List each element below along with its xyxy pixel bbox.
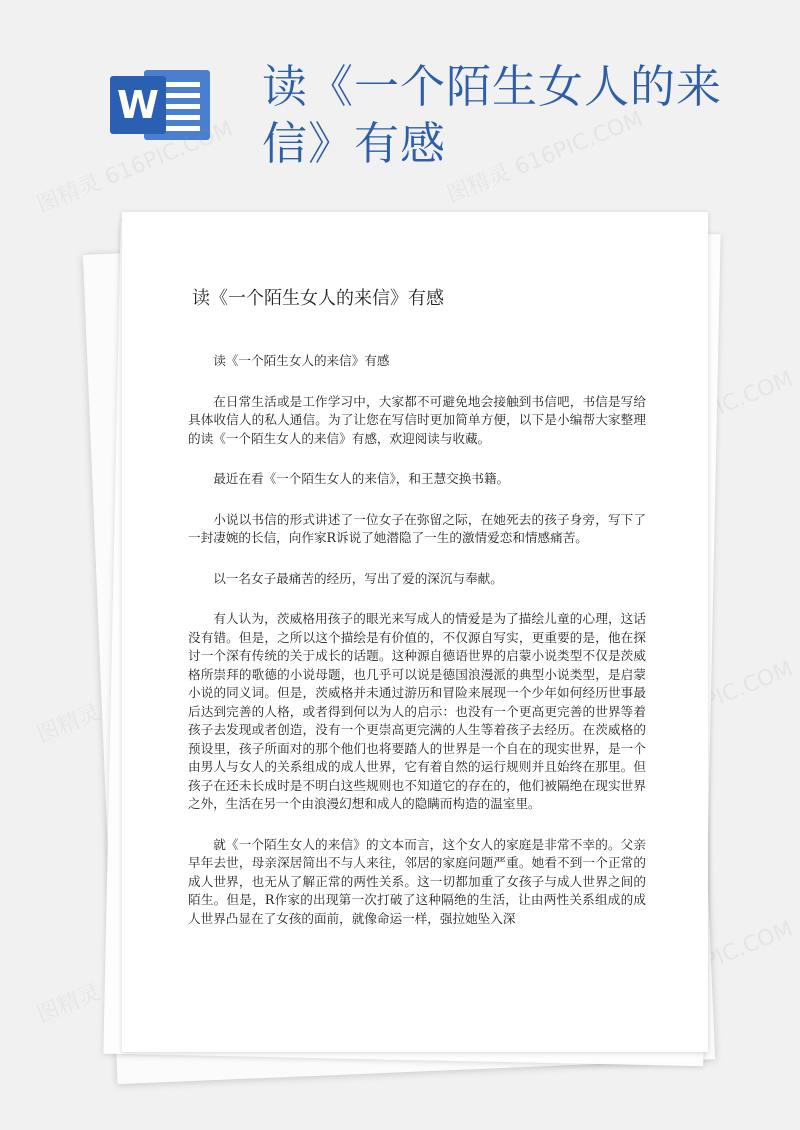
header-title: 读《一个陌生女人的来信》有感 bbox=[262, 60, 723, 170]
document-page bbox=[122, 212, 708, 1052]
paragraph: 就《一个陌生女人的来信》的文本而言，这个女人的家庭是非常不幸的。父亲早年去世，母亲深居简出不与人来往，邻居的家庭问题严重。她看不到一个正常的成人世界，也无从了解正常的两性关系。这一切都加重了女孩子与成人世界之间的陌生。但是，R作家的出现第一次打破了这种隔绝的生活，让由两性关系组成的成人世界凸显在了女孩的面前，就像命运一样，强拉她坠入深 bbox=[188, 836, 646, 926]
watermark: 图精灵 bbox=[33, 980, 105, 1029]
watermark: 图精灵 616PIC.COM bbox=[33, 116, 237, 219]
watermark: 616PIC.COM bbox=[661, 656, 797, 731]
watermark: 616PIC.COM bbox=[661, 366, 797, 441]
word-icon-letter: W bbox=[117, 83, 159, 127]
watermark: 图精灵 616PIC.COM bbox=[443, 106, 647, 209]
header bbox=[0, 0, 800, 200]
word-document-icon bbox=[110, 68, 214, 142]
paragraph-subtitle: 读《一个陌生女人的来信》有感 bbox=[213, 353, 390, 368]
watermark: 图精灵 bbox=[33, 700, 105, 749]
document-body bbox=[188, 352, 646, 950]
document-title: 读《一个陌生女人的来信》有感 bbox=[192, 288, 444, 309]
paragraph: 在日常生活或是工作学习中，大家都不可避免地会接触到书信吧，书信是写给具体收信人的私人通信。为了让您在写信时更加简单方便，以下是小编帮大家整理的读《一个陌生女人的来信》有感，欢迎阅读与收藏。 bbox=[188, 393, 646, 446]
paragraph: 最近在看《一个陌生女人的来信》，和王慧交换书籍。 bbox=[213, 471, 510, 486]
paragraph: 以一名女子最痛苦的经历，写出了爱的深沉与奉献。 bbox=[213, 570, 503, 586]
watermark: 616PIC.COM bbox=[661, 916, 797, 991]
paragraph: 有人认为，茨威格用孩子的眼光来写成人的情爱是为了描绘儿童的心理，这话没有错。但是，之所以这个描绘是有价值的，不仅源自写实，更重要的是，他在探讨一个深有传统的关于成长的话题。这种源自德语世界的启蒙小说类型不仅是茨威格所崇拜的歌德的小说母题，也几乎可以说是德国浪漫派的典型小说类型，是启蒙小说的同义词。但是，茨威格并未通过游历和冒险来展现一个少年如何经历世事最后达到完善的人格，或者得到何以为人的启示：也没有一个更高更完善的世界等着孩子去发现或者创造，没有一个更崇高更完满的人生等着孩子去经历。在茨威格的预设里，孩子所面对的那个他们也将要踏人的世界是一个自在的现实世界，是一个由男人与女人的关系组成的成人世界，它有着自然的运行规则并且始终在那里。但孩子在还未长成时是不明白这些规则也不知道它的存在的，他们被隔绝在现实世界之外，生活在另一个由浪漫幻想和成人的隐瞒而构造的温室里。 bbox=[188, 611, 646, 811]
paragraph: 小说以书信的形式讲述了一位女子在弥留之际，在她死去的孩子身旁，写下了一封凄婉的长信，向作家R诉说了她潜隐了一生的激情爱恋和情感痛苦。 bbox=[188, 511, 646, 545]
